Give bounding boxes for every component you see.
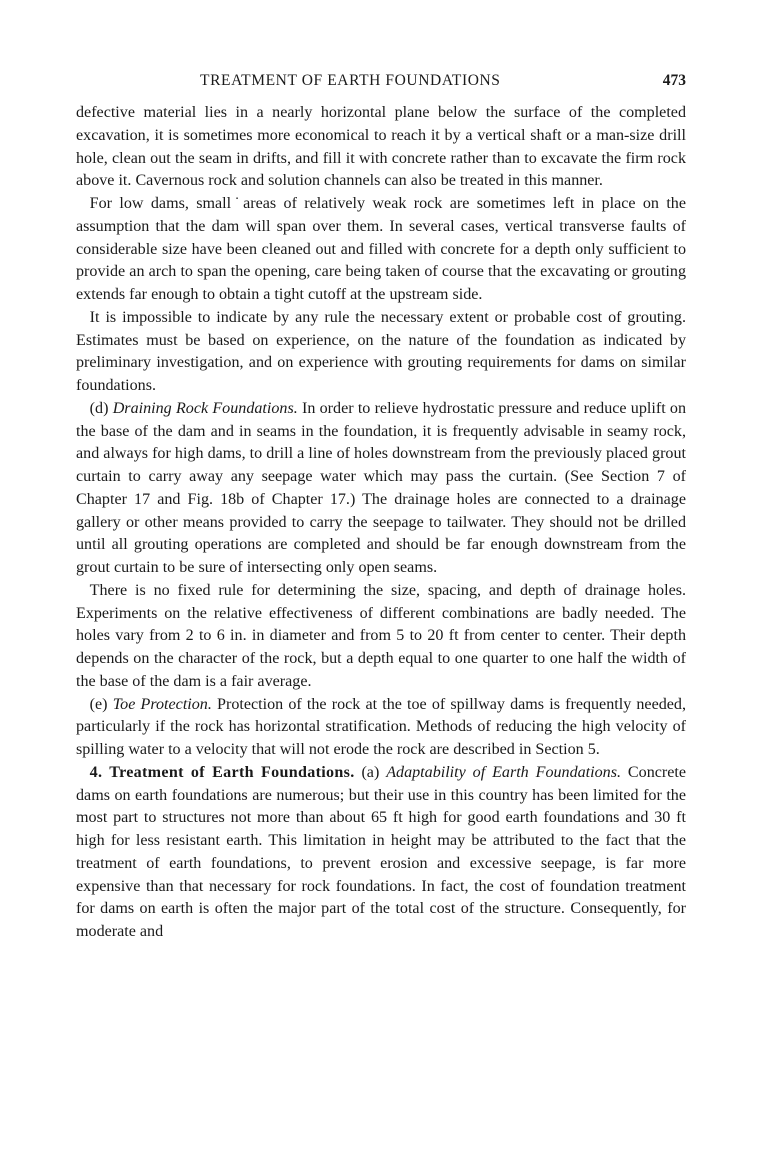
paragraph-earth-foundations <box>76 762 686 944</box>
paragraph-toe-protection <box>76 694 686 762</box>
subsection-heading: Draining Rock Foundations. <box>112 399 298 417</box>
paragraph-text: In order to relieve hydrostatic pressure and reduce uplift on the base of the dam and in seams in the foundation, it is frequently advisable in seamy rock, and always for high dams, to drill a line of holes downstream from the previously placed grout curtain to carry away any seepage water which may pass the curtain. (See Section 7 of Chapter 17 and Fig. 18b of Chapter 17.) The drainage holes are connected to a drainage gallery or other means provided to carry the seepage to tailwater. They should not be drilled until all grouting operations are completed and should be far enough downstream from the grout curtain to be sure of intersecting only open seams. <box>76 399 686 576</box>
section-heading: 4. Treatment of Earth Foundations. <box>89 763 355 781</box>
paragraph-continuation: defective material lies in a nearly horizontal plane below the surface of the completed excavation, it is sometimes more economical to reach it by a vertical shaft or a man-size drill hole, clean out the seam in drifts, and fill it with concrete rather than to excavate the firm rock above it. Cavernous rock and solution channels can also be treated in this manner. <box>76 104 686 190</box>
body-text <box>76 102 686 944</box>
subsection-heading: Toe Protection. <box>112 695 212 713</box>
subsection-heading: Adaptability of Earth Foundations. <box>386 763 622 781</box>
subsection-label: (d) <box>89 399 109 417</box>
chapter-title: TREATMENT OF EARTH FOUNDATIONS <box>200 72 501 89</box>
paragraph-drainage-holes: There is no fixed rule for determining the size, spacing, and depth of drainage holes. Experiments on the relative effectiveness of different combinations are badly needed. The holes vary from 2 to 6 in. in diameter and from 5 to 20 ft from center to center. Their depth depends on the character of the rock, but a depth equal to one quarter to one half the width of the base of the dam is a fair average. <box>76 581 686 690</box>
paragraph-grouting-cost: It is impossible to indicate by any rule the necessary extent or probable cost of grouting. Estimates must be based on experience, on the nature of the foundation as indicated by preliminary investigation, and on experience with grouting requirements for dams on similar foundations. <box>76 308 686 394</box>
subsection-label: (e) <box>89 695 108 713</box>
page-number: 473 <box>662 72 686 89</box>
paragraph-text: Protection of the rock at the toe of spillway dams is frequently needed, particularly if the rock has horizontal stratification. Methods of reducing the high velocity of spilling water to a velocity that will not erode the rock are described in Section 5. <box>76 695 686 758</box>
paragraph-draining-rock <box>76 398 686 580</box>
paragraph-text: Concrete dams on earth foundations are numerous; but their use in this country has been limited for the most part to structures not more than about 65 ft high for good earth foundations and 30 ft high for less resistant earth. This limitation in height may be attributed to the fact that the treatment of earth foundations, to prevent erosion and excessive seepage, is far more expensive than that necessary for rock foundations. In fact, the cost of foundation treatment for dams on earth is often the major part of the total cost of the structure. Consequently, for moderate and <box>76 763 686 940</box>
subsection-label: (a) <box>361 763 380 781</box>
paragraph-low-dams: For low dams, small˙areas of relatively weak rock are sometimes left in place on the assumption that the dam will span over them. In several cases, vertical transverse faults of considerable size have been cleaned out and filled with concrete for a depth only sufficient to provide an arch to span the opening, care being taken of course that the excavating or grouting extends far enough to obtain a tight cutoff at the upstream side. <box>76 195 686 303</box>
running-header <box>76 72 686 92</box>
